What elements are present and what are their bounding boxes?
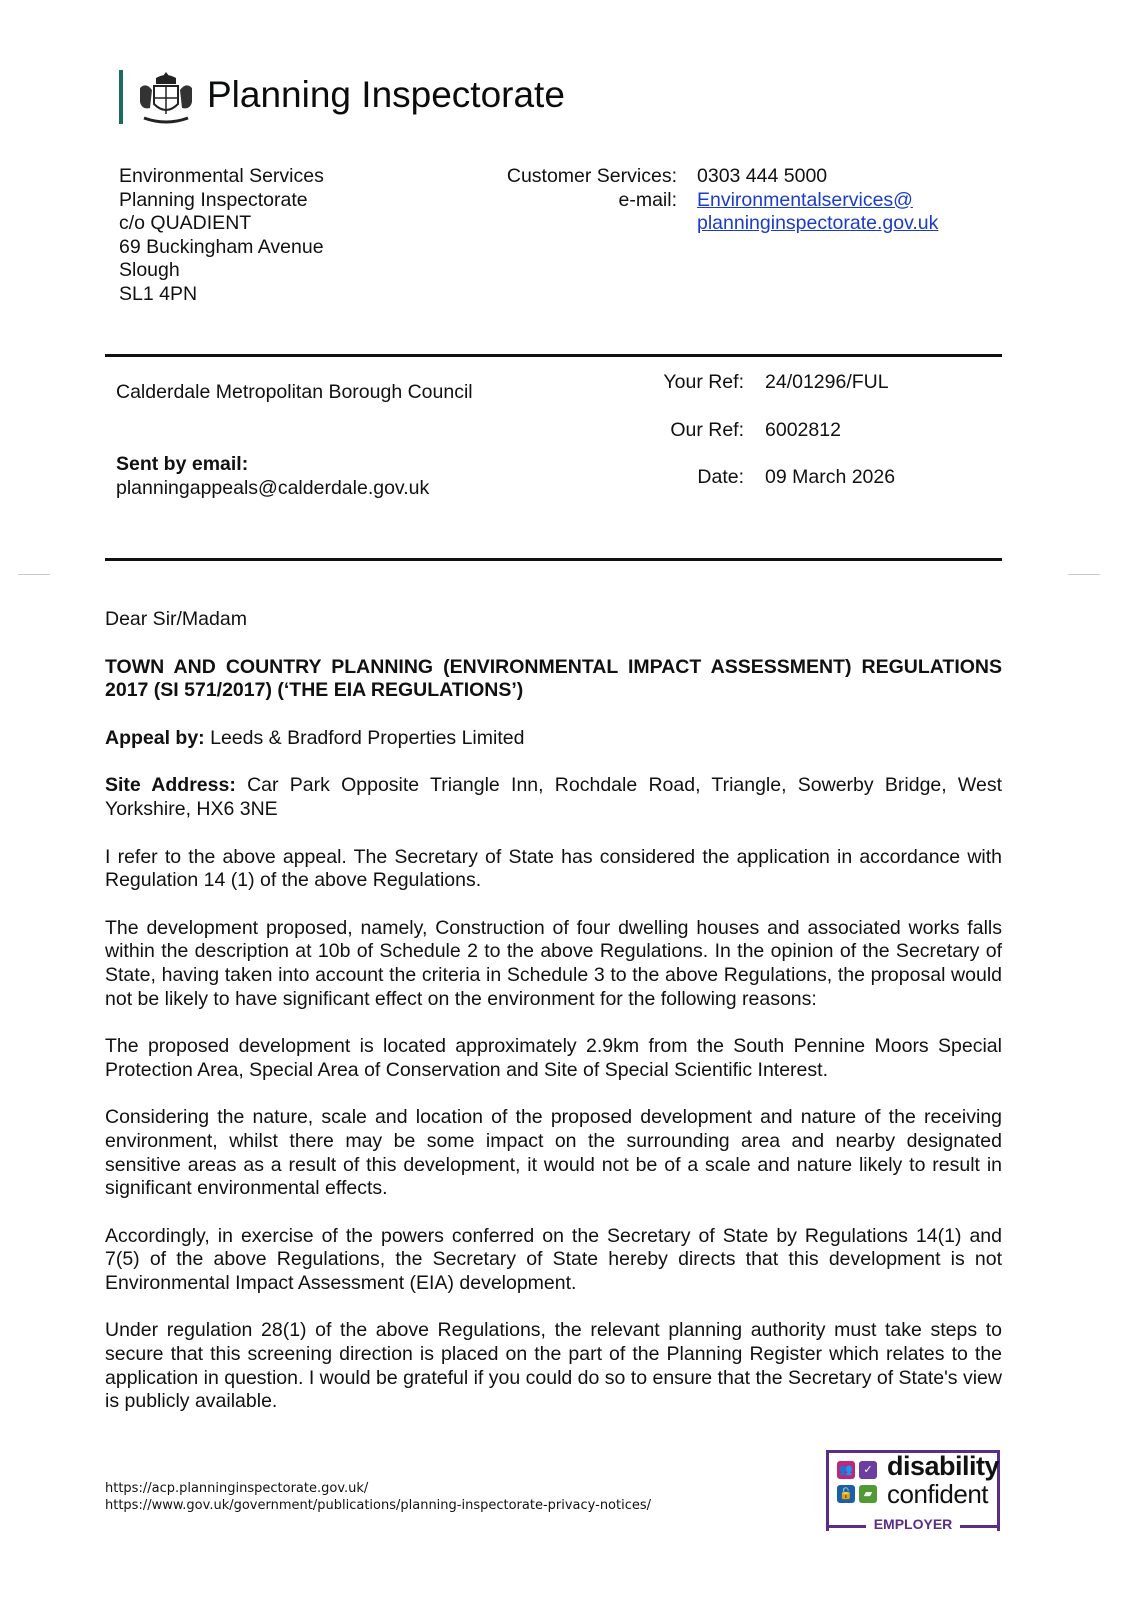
paragraph: I refer to the above appeal. The Secretary of State has considered the application in accordance with Regulation 14 (1) of the above Regulations.: [105, 845, 1002, 892]
address-line: Planning Inspectorate: [119, 188, 308, 211]
divider: [105, 558, 1002, 561]
org-name: Planning Inspectorate: [207, 74, 565, 115]
address-line: Environmental Services: [119, 165, 324, 187]
contact-email-link-cont[interactable]: planninginspectorate.gov.uk: [697, 212, 939, 235]
recipient-name: Calderdale Metropolitan Borough Council: [116, 381, 473, 403]
disability-confident-badge: [826, 1450, 1000, 1531]
your-ref-label: Your Ref:: [663, 371, 744, 393]
address-line: Slough: [119, 259, 180, 282]
appeal-label: Appeal by:: [105, 726, 205, 749]
paragraph: Under regulation 28(1) of the above Regulations, the relevant planning authority must take steps to secure that this screening direction is placed on the part of the Planning Register which relates to the application in question. I would be grateful if you could do so to ensure that the Secretary of State's view is publicly available.: [105, 1319, 1002, 1413]
logo-bar: [119, 70, 123, 124]
contact-email-link[interactable]: Environmentalservices@: [697, 188, 913, 211]
site-label: Site Address:: [105, 774, 236, 797]
appeal-value: Leeds & Bradford Properties Limited: [204, 726, 525, 749]
ref-your: [600, 371, 889, 394]
ref-our: [600, 419, 841, 442]
recipient-email-block: [116, 453, 429, 500]
paragraph: Considering the nature, scale and location of the proposed development and nature of the receiving environment, whilst there may be some impact on the surrounding area and nearby designated sensitive areas as a result of this development, it would not be of a scale and nature likely to result in significant environmental effects.: [105, 1106, 1002, 1200]
customer-services-phone: 0303 444 5000: [697, 165, 828, 187]
unlock-icon: 🔓: [837, 1485, 855, 1503]
check-icon: ✓: [859, 1461, 877, 1479]
sender-address: [119, 165, 324, 307]
recipient-email: planningappeals@calderdale.gov.uk: [116, 476, 430, 499]
date-value: 09 March 2026: [765, 466, 896, 488]
badge-line2: confident: [887, 1479, 989, 1509]
badge-line1: disability: [887, 1451, 1000, 1481]
letter-heading: TOWN AND COUNTRY PLANNING (ENVIRONMENTAL IMPACT ASSESSMENT) REGULATIONS 2017 (SI 571/2017) (‘THE EIA REGULATIONS’): [105, 655, 1002, 702]
salutation: Dear Sir/Madam: [105, 608, 247, 630]
our-ref-value: 6002812: [765, 419, 841, 441]
footer-link[interactable]: https://acp.planninginspectorate.gov.uk/: [105, 1481, 369, 1496]
contact-block: [480, 165, 938, 236]
speech-icon: ▰: [859, 1485, 877, 1503]
people-icon: 👥: [837, 1461, 855, 1479]
email-label: e-mail:: [618, 188, 677, 211]
date-label: Date:: [697, 466, 744, 488]
footer-link[interactable]: https://www.gov.uk/government/publications/planning-inspectorate-privacy-notices/: [105, 1498, 652, 1513]
paragraph: The development proposed, namely, Construction of four dwelling houses and associated works falls within the description at 10b of Schedule 2 to the above Regulations. In the opinion of the Secretary of State, having taken into account the criteria in Schedule 3 to the above Regulations, the proposal would not be likely to have significant effect on the environment for the following reasons:: [105, 916, 1002, 1010]
divider: [105, 354, 1002, 357]
sent-by-label: Sent by email:: [116, 453, 249, 475]
letter-body: [105, 608, 1002, 1438]
address-line: SL1 4PN: [119, 282, 198, 305]
paragraph: The proposed development is located approximately 2.9km from the South Pennine Moors Special Protection Area, Special Area of Conservation and Site of Special Scientific Interest.: [105, 1035, 1002, 1081]
footer-links: [105, 1480, 651, 1514]
address-line: c/o QUADIENT: [119, 212, 252, 235]
page-edge-mark: [1068, 574, 1100, 575]
page-edge-mark: [18, 574, 50, 575]
ref-date: [600, 466, 895, 489]
customer-services-label: Customer Services:: [506, 165, 677, 187]
our-ref-label: Our Ref:: [670, 419, 744, 441]
badge-line3: EMPLOYER: [866, 1516, 961, 1532]
address-line: 69 Buckingham Avenue: [119, 235, 324, 258]
your-ref-value: 24/01296/FUL: [765, 371, 889, 393]
site-value: Car Park Opposite Triangle Inn, Rochdale Road, Triangle, Sowerby Bridge, West Yorkshire, HX6 3NE: [105, 774, 1002, 820]
royal-crest-icon: [136, 68, 196, 126]
paragraph: Accordingly, in exercise of the powers conferred on the Secretary of State by Regulations 14(1) and 7(5) of the above Regulations, the Secretary of State hereby directs that this development is not Environmental Impact Assessment (EIA) development.: [105, 1224, 1002, 1294]
